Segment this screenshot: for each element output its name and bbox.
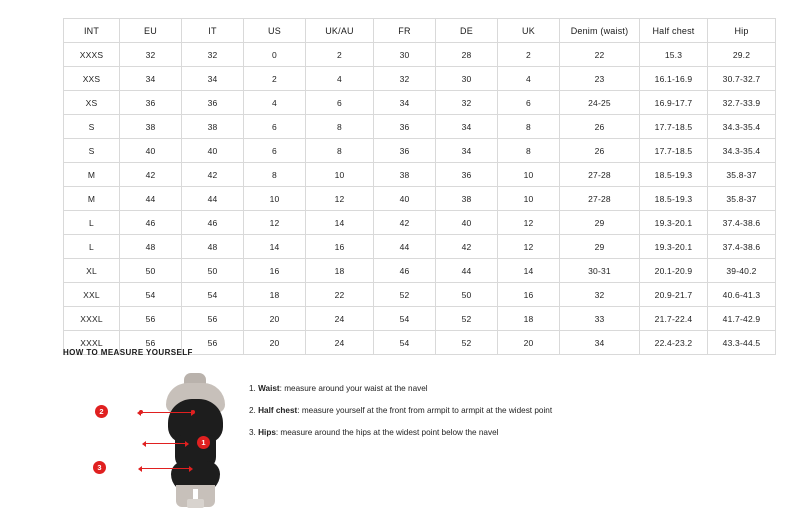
cell-eu: 48	[120, 235, 182, 259]
measure-note-text: : measure around your waist at the navel	[279, 384, 428, 393]
cell-it: 56	[182, 307, 244, 331]
cell-denim: 34	[560, 331, 640, 355]
cell-denim: 23	[560, 67, 640, 91]
cell-int: M	[64, 163, 120, 187]
cell-half-chest: 18.5-19.3	[640, 163, 708, 187]
measure-note-half-chest	[249, 405, 552, 416]
cell-fr: 40	[374, 187, 436, 211]
cell-fr: 30	[374, 43, 436, 67]
cell-ukau: 12	[306, 187, 374, 211]
cell-hip: 41.7-42.9	[708, 307, 776, 331]
cell-fr: 32	[374, 67, 436, 91]
cell-it: 44	[182, 187, 244, 211]
cell-hip: 32.7-33.9	[708, 91, 776, 115]
cell-ukau: 14	[306, 211, 374, 235]
cell-int: S	[64, 115, 120, 139]
column-header-half-chest: Half chest	[640, 19, 708, 43]
column-header-eu: EU	[120, 19, 182, 43]
cell-de: 36	[436, 163, 498, 187]
how-to-measure-section	[63, 348, 763, 502]
table-row	[64, 235, 776, 259]
cell-fr: 46	[374, 259, 436, 283]
cell-hip: 37.4-38.6	[708, 211, 776, 235]
cell-fr: 52	[374, 283, 436, 307]
cell-ukau: 22	[306, 283, 374, 307]
table-row	[64, 259, 776, 283]
chest-right-dot-icon	[191, 410, 195, 414]
chest-left-dot-icon	[139, 410, 143, 414]
cell-fr: 42	[374, 211, 436, 235]
cell-half-chest: 20.9-21.7	[640, 283, 708, 307]
cell-fr: 54	[374, 331, 436, 355]
table-row	[64, 43, 776, 67]
cell-int: XXL	[64, 283, 120, 307]
table-row	[64, 283, 776, 307]
table-row	[64, 211, 776, 235]
cell-de: 52	[436, 307, 498, 331]
cell-uk: 18	[498, 307, 560, 331]
cell-hip: 34.3-35.4	[708, 139, 776, 163]
cell-ukau: 8	[306, 139, 374, 163]
cell-it: 36	[182, 91, 244, 115]
cell-uk: 8	[498, 139, 560, 163]
measure-notes-list	[249, 383, 552, 449]
cell-denim: 27-28	[560, 163, 640, 187]
cell-eu: 56	[120, 331, 182, 355]
cell-half-chest: 19.3-20.1	[640, 235, 708, 259]
cell-half-chest: 18.5-19.3	[640, 187, 708, 211]
cell-us: 0	[244, 43, 306, 67]
cell-de: 34	[436, 139, 498, 163]
cell-ukau: 24	[306, 331, 374, 355]
cell-half-chest: 22.4-23.2	[640, 331, 708, 355]
table-row	[64, 115, 776, 139]
column-header-denim-waist: Denim (waist)	[560, 19, 640, 43]
cell-eu: 34	[120, 67, 182, 91]
cell-uk: 6	[498, 91, 560, 115]
cell-denim: 22	[560, 43, 640, 67]
cell-de: 30	[436, 67, 498, 91]
cell-fr: 38	[374, 163, 436, 187]
cell-de: 52	[436, 331, 498, 355]
cell-uk: 20	[498, 331, 560, 355]
cell-hip: 29.2	[708, 43, 776, 67]
cell-int: XXS	[64, 67, 120, 91]
cell-us: 6	[244, 115, 306, 139]
cell-denim: 24-25	[560, 91, 640, 115]
cell-uk: 10	[498, 163, 560, 187]
cell-it: 54	[182, 283, 244, 307]
cell-uk: 16	[498, 283, 560, 307]
cell-eu: 32	[120, 43, 182, 67]
marker-2-half-chest: 2	[95, 405, 108, 418]
size-chart-container	[63, 18, 761, 355]
cell-hip: 35.8-37	[708, 163, 776, 187]
cell-de: 34	[436, 115, 498, 139]
how-to-measure-body	[63, 371, 763, 502]
cell-de: 28	[436, 43, 498, 67]
cell-us: 20	[244, 331, 306, 355]
cell-int: XXXL	[64, 331, 120, 355]
table-row	[64, 139, 776, 163]
cell-uk: 8	[498, 115, 560, 139]
column-header-hip: Hip	[708, 19, 776, 43]
cell-it: 42	[182, 163, 244, 187]
measure-note-number: 3.	[249, 428, 256, 438]
cell-hip: 39-40.2	[708, 259, 776, 283]
cell-us: 4	[244, 91, 306, 115]
measure-note-term: Half chest	[258, 406, 298, 416]
cell-us: 20	[244, 307, 306, 331]
cell-us: 12	[244, 211, 306, 235]
cell-int: XXXL	[64, 307, 120, 331]
cell-uk: 14	[498, 259, 560, 283]
cell-eu: 44	[120, 187, 182, 211]
table-row	[64, 187, 776, 211]
cell-denim: 30-31	[560, 259, 640, 283]
cell-ukau: 2	[306, 43, 374, 67]
cell-us: 8	[244, 163, 306, 187]
cell-hip: 37.4-38.6	[708, 235, 776, 259]
cell-us: 10	[244, 187, 306, 211]
cell-us: 18	[244, 283, 306, 307]
column-header-uk: UK	[498, 19, 560, 43]
cell-it: 48	[182, 235, 244, 259]
cell-it: 38	[182, 115, 244, 139]
cell-eu: 38	[120, 115, 182, 139]
cell-uk: 10	[498, 187, 560, 211]
cell-it: 34	[182, 67, 244, 91]
cell-hip: 43.3-44.5	[708, 331, 776, 355]
cell-fr: 36	[374, 115, 436, 139]
cell-uk: 12	[498, 211, 560, 235]
cell-fr: 44	[374, 235, 436, 259]
cell-ukau: 6	[306, 91, 374, 115]
cell-it: 46	[182, 211, 244, 235]
table-row	[64, 307, 776, 331]
how-to-measure-title: HOW TO MEASURE YOURSELF	[63, 348, 193, 357]
column-header-us: US	[244, 19, 306, 43]
cell-int: XL	[64, 259, 120, 283]
cell-int: S	[64, 139, 120, 163]
cell-half-chest: 17.7-18.5	[640, 115, 708, 139]
table-header-row	[64, 19, 776, 43]
hip-measure-arrow-icon	[142, 468, 189, 469]
cell-int: L	[64, 211, 120, 235]
column-header-fr: FR	[374, 19, 436, 43]
cell-ukau: 24	[306, 307, 374, 331]
measure-note-hips	[249, 427, 552, 438]
size-chart-table	[63, 18, 776, 355]
table-row	[64, 67, 776, 91]
mannequin-stand-icon	[187, 499, 204, 508]
cell-fr: 34	[374, 91, 436, 115]
cell-denim: 29	[560, 211, 640, 235]
table-row	[64, 163, 776, 187]
table-row	[64, 91, 776, 115]
half-chest-measure-arrow-icon	[141, 412, 191, 413]
cell-hip: 34.3-35.4	[708, 115, 776, 139]
cell-half-chest: 17.7-18.5	[640, 139, 708, 163]
cell-int: XS	[64, 91, 120, 115]
cell-uk: 12	[498, 235, 560, 259]
cell-us: 6	[244, 139, 306, 163]
cell-it: 50	[182, 259, 244, 283]
cell-ukau: 10	[306, 163, 374, 187]
cell-half-chest: 20.1-20.9	[640, 259, 708, 283]
cell-hip: 35.8-37	[708, 187, 776, 211]
marker-3-hips: 3	[93, 461, 106, 474]
cell-eu: 36	[120, 91, 182, 115]
cell-it: 56	[182, 331, 244, 355]
cell-ukau: 8	[306, 115, 374, 139]
cell-eu: 54	[120, 283, 182, 307]
cell-hip: 30.7-32.7	[708, 67, 776, 91]
cell-uk: 4	[498, 67, 560, 91]
column-header-int: INT	[64, 19, 120, 43]
cell-denim: 32	[560, 283, 640, 307]
cell-eu: 50	[120, 259, 182, 283]
measure-note-term: Waist	[258, 384, 280, 393]
cell-denim: 27-28	[560, 187, 640, 211]
cell-int: L	[64, 235, 120, 259]
cell-denim: 33	[560, 307, 640, 331]
cell-it: 40	[182, 139, 244, 163]
cell-ukau: 18	[306, 259, 374, 283]
cell-eu: 56	[120, 307, 182, 331]
mannequin-illustration	[97, 367, 235, 502]
column-header-de: DE	[436, 19, 498, 43]
cell-de: 32	[436, 91, 498, 115]
cell-uk: 2	[498, 43, 560, 67]
measure-note-number: 1.	[249, 384, 256, 393]
cell-de: 38	[436, 187, 498, 211]
cell-us: 16	[244, 259, 306, 283]
cell-half-chest: 16.9-17.7	[640, 91, 708, 115]
column-header-ukau: UK/AU	[306, 19, 374, 43]
cell-us: 14	[244, 235, 306, 259]
cell-fr: 36	[374, 139, 436, 163]
cell-denim: 26	[560, 139, 640, 163]
measure-note-waist	[249, 383, 552, 394]
measure-note-number: 2.	[249, 406, 256, 416]
cell-int: XXXS	[64, 43, 120, 67]
cell-denim: 26	[560, 115, 640, 139]
cell-half-chest: 16.1-16.9	[640, 67, 708, 91]
waist-measure-arrow-icon	[146, 443, 185, 444]
cell-eu: 42	[120, 163, 182, 187]
cell-ukau: 16	[306, 235, 374, 259]
cell-ukau: 4	[306, 67, 374, 91]
cell-de: 44	[436, 259, 498, 283]
cell-it: 32	[182, 43, 244, 67]
measure-note-text: : measure yourself at the front from armpit to armpit at the widest point	[297, 406, 553, 416]
cell-half-chest: 21.7-22.4	[640, 307, 708, 331]
measure-note-term: Hips	[258, 428, 276, 438]
cell-eu: 40	[120, 139, 182, 163]
cell-int: M	[64, 187, 120, 211]
column-header-it: IT	[182, 19, 244, 43]
cell-us: 2	[244, 67, 306, 91]
cell-eu: 46	[120, 211, 182, 235]
cell-hip: 40.6-41.3	[708, 283, 776, 307]
cell-denim: 29	[560, 235, 640, 259]
cell-de: 50	[436, 283, 498, 307]
cell-de: 40	[436, 211, 498, 235]
cell-fr: 54	[374, 307, 436, 331]
marker-1-waist: 1	[197, 436, 210, 449]
cell-half-chest: 15.3	[640, 43, 708, 67]
cell-de: 42	[436, 235, 498, 259]
measure-note-text: : measure around the hips at the widest point below the navel	[275, 428, 499, 438]
cell-half-chest: 19.3-20.1	[640, 211, 708, 235]
